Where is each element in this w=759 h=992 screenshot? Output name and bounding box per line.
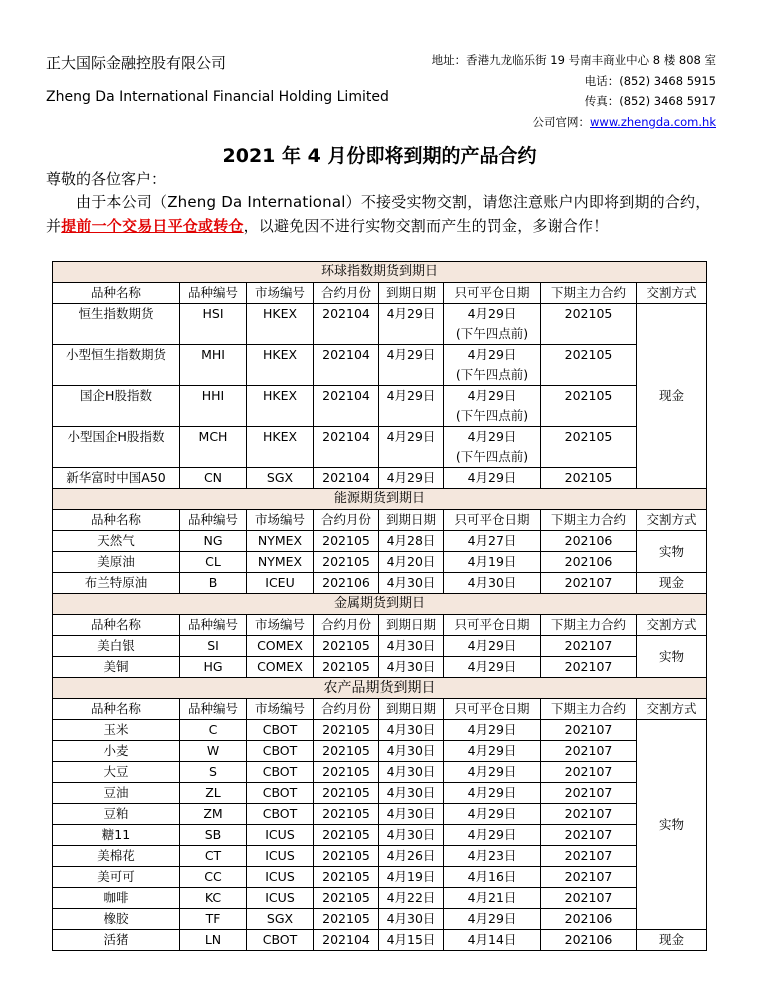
close-only-date: 4月29日 xyxy=(444,657,541,678)
close-only-date-value: 4月29日 xyxy=(467,388,517,403)
product-name: 小型恒生指数期货 xyxy=(53,345,180,386)
product-name: 咖啡 xyxy=(53,888,180,909)
product-code: HHI xyxy=(180,386,247,427)
section-title: 能源期货到期日 xyxy=(53,489,707,510)
market-code: HKEX xyxy=(247,304,314,345)
product-code: SB xyxy=(180,825,247,846)
column-header: 市场编号 xyxy=(247,510,314,531)
notice-part2: ，以避免因不进行实物交割而产生的罚金，多谢合作！ xyxy=(243,217,609,235)
column-header: 下期主力合约 xyxy=(541,283,637,304)
next-contract: 202107 xyxy=(541,867,637,888)
product-code: S xyxy=(180,762,247,783)
next-contract: 202106 xyxy=(541,531,637,552)
expiry-date: 4月30日 xyxy=(379,720,444,741)
table-row xyxy=(53,930,707,951)
expiry-date: 4月30日 xyxy=(379,636,444,657)
column-header: 只可平仓日期 xyxy=(444,615,541,636)
contract-month: 202105 xyxy=(314,804,379,825)
column-header: 合约月份 xyxy=(314,699,379,720)
product-name: 橡胶 xyxy=(53,909,180,930)
product-name: 糖11 xyxy=(53,825,180,846)
contract-month: 202105 xyxy=(314,657,379,678)
product-code: HSI xyxy=(180,304,247,345)
expiry-date: 4月26日 xyxy=(379,846,444,867)
next-contract: 202106 xyxy=(541,930,637,951)
contract-month: 202104 xyxy=(314,468,379,489)
table-row xyxy=(53,909,707,930)
next-contract: 202105 xyxy=(541,304,637,345)
product-code: KC xyxy=(180,888,247,909)
product-code: CL xyxy=(180,552,247,573)
product-code: CC xyxy=(180,867,247,888)
next-contract: 202107 xyxy=(541,720,637,741)
column-header: 市场编号 xyxy=(247,615,314,636)
close-only-date: 4月29日 xyxy=(444,720,541,741)
column-header: 下期主力合约 xyxy=(541,510,637,531)
expiry-date: 4月29日 xyxy=(379,345,444,386)
product-name: 美铜 xyxy=(53,657,180,678)
contract-month: 202105 xyxy=(314,552,379,573)
close-only-date: 4月29日 xyxy=(444,762,541,783)
table-row xyxy=(53,804,707,825)
column-header: 品种编号 xyxy=(180,283,247,304)
next-contract: 202107 xyxy=(541,741,637,762)
contract-month: 202105 xyxy=(314,846,379,867)
section-title: 金属期货到期日 xyxy=(53,594,707,615)
expiry-date: 4月30日 xyxy=(379,783,444,804)
expiry-date: 4月15日 xyxy=(379,930,444,951)
close-only-date-value: 4月29日 xyxy=(467,429,517,444)
product-code: W xyxy=(180,741,247,762)
column-header: 到期日期 xyxy=(379,699,444,720)
column-header: 下期主力合约 xyxy=(541,699,637,720)
close-only-date: 4月16日 xyxy=(444,867,541,888)
contract-month: 202105 xyxy=(314,720,379,741)
table-row xyxy=(53,386,707,427)
column-header: 品种编号 xyxy=(180,510,247,531)
product-code: LN xyxy=(180,930,247,951)
market-code: CBOT xyxy=(247,783,314,804)
close-only-date: 4月29日 xyxy=(444,783,541,804)
company-name-en: Zheng Da International Financial Holding Limited xyxy=(46,89,389,105)
table-row xyxy=(53,657,707,678)
expiry-date: 4月29日 xyxy=(379,304,444,345)
close-only-date: 4月29日 xyxy=(444,741,541,762)
contract-month: 202104 xyxy=(314,930,379,951)
next-contract: 202106 xyxy=(541,552,637,573)
column-header: 合约月份 xyxy=(314,615,379,636)
next-contract: 202107 xyxy=(541,804,637,825)
product-name: 豆油 xyxy=(53,783,180,804)
close-only-date: 4月29日 xyxy=(444,825,541,846)
contract-month: 202105 xyxy=(314,825,379,846)
expiry-date: 4月30日 xyxy=(379,762,444,783)
table-row xyxy=(53,345,707,386)
contract-month: 202105 xyxy=(314,531,379,552)
expiry-date: 4月30日 xyxy=(379,657,444,678)
expiry-table xyxy=(52,261,707,951)
contract-month: 202104 xyxy=(314,427,379,468)
close-only-date: 4月29日 xyxy=(444,909,541,930)
product-name: 玉米 xyxy=(53,720,180,741)
column-header: 下期主力合约 xyxy=(541,615,637,636)
section-header xyxy=(53,489,707,510)
close-only-date xyxy=(444,345,541,386)
product-name: 大豆 xyxy=(53,762,180,783)
contract-month: 202105 xyxy=(314,909,379,930)
column-header: 交割方式 xyxy=(637,283,707,304)
column-header: 品种名称 xyxy=(53,615,180,636)
column-header-row xyxy=(53,615,707,636)
next-contract: 202107 xyxy=(541,888,637,909)
delivery-method: 现金 xyxy=(637,573,707,594)
close-only-note: (下午四点前) xyxy=(455,326,529,341)
table-row xyxy=(53,762,707,783)
next-contract: 202105 xyxy=(541,427,637,468)
product-name: 国企H股指数 xyxy=(53,386,180,427)
expiry-date: 4月22日 xyxy=(379,888,444,909)
close-only-date xyxy=(444,304,541,345)
product-code: B xyxy=(180,573,247,594)
expiry-date: 4月19日 xyxy=(379,867,444,888)
market-code: COMEX xyxy=(247,657,314,678)
company-name-cn: 正大国际金融控股有限公司 xyxy=(46,54,227,72)
table-row xyxy=(53,427,707,468)
product-name: 小麦 xyxy=(53,741,180,762)
contact-block xyxy=(432,50,716,132)
close-only-date: 4月19日 xyxy=(444,552,541,573)
column-header: 交割方式 xyxy=(637,615,707,636)
column-header-row xyxy=(53,283,707,304)
product-name: 豆粕 xyxy=(53,804,180,825)
close-only-date: 4月30日 xyxy=(444,573,541,594)
table-row xyxy=(53,552,707,573)
column-header: 交割方式 xyxy=(637,510,707,531)
column-header: 只可平仓日期 xyxy=(444,510,541,531)
product-name: 美可可 xyxy=(53,867,180,888)
website-label: 公司官网： xyxy=(532,114,591,129)
expiry-date: 4月28日 xyxy=(379,531,444,552)
delivery-method: 实物 xyxy=(637,636,707,678)
product-name: 恒生指数期货 xyxy=(53,304,180,345)
expiry-date: 4月29日 xyxy=(379,427,444,468)
column-header: 只可平仓日期 xyxy=(444,283,541,304)
next-contract: 202107 xyxy=(541,825,637,846)
contract-month: 202105 xyxy=(314,867,379,888)
table-row xyxy=(53,636,707,657)
next-contract: 202107 xyxy=(541,573,637,594)
next-contract: 202107 xyxy=(541,657,637,678)
notice-part1: 由于本公司（Zheng Da International）不接受实物交割，请您注意账户内即将到期的合约，并 xyxy=(46,193,711,235)
market-code: ICUS xyxy=(247,867,314,888)
product-code: ZL xyxy=(180,783,247,804)
product-code: ZM xyxy=(180,804,247,825)
next-contract: 202107 xyxy=(541,762,637,783)
market-code: CBOT xyxy=(247,741,314,762)
contract-month: 202105 xyxy=(314,762,379,783)
close-only-date: 4月21日 xyxy=(444,888,541,909)
market-code: CBOT xyxy=(247,804,314,825)
market-code: SGX xyxy=(247,468,314,489)
product-code: C xyxy=(180,720,247,741)
close-only-date: 4月29日 xyxy=(444,804,541,825)
column-header: 品种名称 xyxy=(53,510,180,531)
expiry-date: 4月29日 xyxy=(379,468,444,489)
table-row xyxy=(53,304,707,345)
close-only-date xyxy=(444,386,541,427)
expiry-date: 4月30日 xyxy=(379,825,444,846)
product-code: CT xyxy=(180,846,247,867)
product-code: CN xyxy=(180,468,247,489)
column-header: 市场编号 xyxy=(247,283,314,304)
market-code: CBOT xyxy=(247,930,314,951)
product-name: 天然气 xyxy=(53,531,180,552)
salutation: 尊敬的各位客户： xyxy=(46,170,167,188)
contract-month: 202105 xyxy=(314,783,379,804)
market-code: ICUS xyxy=(247,888,314,909)
contract-month: 202105 xyxy=(314,741,379,762)
column-header: 交割方式 xyxy=(637,699,707,720)
address: 地址：香港九龙临乐街 19 号南丰商业中心 8 楼 808 室 xyxy=(431,53,716,67)
column-header: 合约月份 xyxy=(314,283,379,304)
market-code: SGX xyxy=(247,909,314,930)
product-name: 活猪 xyxy=(53,930,180,951)
market-code: HKEX xyxy=(247,345,314,386)
market-code: NYMEX xyxy=(247,552,314,573)
close-only-note: (下午四点前) xyxy=(455,367,529,382)
product-code: MHI xyxy=(180,345,247,386)
close-only-date: 4月29日 xyxy=(444,468,541,489)
table-row xyxy=(53,720,707,741)
contract-month: 202104 xyxy=(314,386,379,427)
column-header: 品种名称 xyxy=(53,283,180,304)
next-contract: 202107 xyxy=(541,636,637,657)
column-header-row xyxy=(53,699,707,720)
next-contract: 202105 xyxy=(541,386,637,427)
table-row xyxy=(53,741,707,762)
expiry-date: 4月30日 xyxy=(379,573,444,594)
table-row xyxy=(53,825,707,846)
column-header: 合约月份 xyxy=(314,510,379,531)
table-row xyxy=(53,573,707,594)
column-header: 品种编号 xyxy=(180,699,247,720)
table-row xyxy=(53,888,707,909)
market-code: HKEX xyxy=(247,427,314,468)
market-code: COMEX xyxy=(247,636,314,657)
delivery-method: 现金 xyxy=(637,304,707,489)
column-header: 到期日期 xyxy=(379,615,444,636)
next-contract: 202107 xyxy=(541,846,637,867)
column-header: 只可平仓日期 xyxy=(444,699,541,720)
close-only-date-value: 4月29日 xyxy=(467,306,517,321)
close-only-date: 4月27日 xyxy=(444,531,541,552)
product-code: HG xyxy=(180,657,247,678)
notice-paragraph xyxy=(46,190,722,238)
expiry-date: 4月30日 xyxy=(379,909,444,930)
expiry-date: 4月29日 xyxy=(379,386,444,427)
section-header xyxy=(53,594,707,615)
website-line xyxy=(432,112,716,133)
product-name: 美原油 xyxy=(53,552,180,573)
table-row xyxy=(53,846,707,867)
delivery-method: 实物 xyxy=(637,720,707,930)
product-code: TF xyxy=(180,909,247,930)
section-header xyxy=(53,678,707,699)
delivery-method: 现金 xyxy=(637,930,707,951)
product-code: NG xyxy=(180,531,247,552)
close-only-date-value: 4月29日 xyxy=(467,347,517,362)
market-code: HKEX xyxy=(247,386,314,427)
notice-highlight: 提前一个交易日平仓或转仓 xyxy=(61,217,244,235)
close-only-date: 4月23日 xyxy=(444,846,541,867)
table-row xyxy=(53,531,707,552)
contract-month: 202105 xyxy=(314,888,379,909)
close-only-date: 4月14日 xyxy=(444,930,541,951)
column-header: 品种名称 xyxy=(53,699,180,720)
column-header: 市场编号 xyxy=(247,699,314,720)
contract-month: 202106 xyxy=(314,573,379,594)
close-only-date: 4月29日 xyxy=(444,636,541,657)
close-only-date xyxy=(444,427,541,468)
next-contract: 202105 xyxy=(541,345,637,386)
table-row xyxy=(53,867,707,888)
close-only-note: (下午四点前) xyxy=(455,449,529,464)
next-contract: 202106 xyxy=(541,909,637,930)
section-header xyxy=(53,262,707,283)
product-name: 小型国企H股指数 xyxy=(53,427,180,468)
column-header: 到期日期 xyxy=(379,283,444,304)
delivery-method: 实物 xyxy=(637,531,707,573)
phone: 电话：(852) 3468 5915 xyxy=(584,73,716,88)
section-title: 环球指数期货到期日 xyxy=(53,262,707,283)
market-code: CBOT xyxy=(247,762,314,783)
product-code: MCH xyxy=(180,427,247,468)
contract-month: 202104 xyxy=(314,304,379,345)
column-header: 品种编号 xyxy=(180,615,247,636)
next-contract: 202107 xyxy=(541,783,637,804)
expiry-date: 4月30日 xyxy=(379,741,444,762)
market-code: ICUS xyxy=(247,825,314,846)
fax: 传真：(852) 3468 5917 xyxy=(584,94,716,108)
table-row xyxy=(53,468,707,489)
market-code: ICEU xyxy=(247,573,314,594)
contract-month: 202105 xyxy=(314,636,379,657)
column-header-row xyxy=(53,510,707,531)
table-row xyxy=(53,783,707,804)
product-name: 美白银 xyxy=(53,636,180,657)
market-code: ICUS xyxy=(247,846,314,867)
contract-month: 202104 xyxy=(314,345,379,386)
expiry-date: 4月30日 xyxy=(379,804,444,825)
product-name: 布兰特原油 xyxy=(53,573,180,594)
page-title: 2021 年 4 月份即将到期的产品合约 xyxy=(222,145,537,167)
website-link[interactable]: www.zhengda.com.hk xyxy=(590,114,716,129)
product-code: SI xyxy=(180,636,247,657)
close-only-note: (下午四点前) xyxy=(455,408,529,423)
expiry-date: 4月20日 xyxy=(379,552,444,573)
product-name: 美棉花 xyxy=(53,846,180,867)
market-code: CBOT xyxy=(247,720,314,741)
next-contract: 202105 xyxy=(541,468,637,489)
column-header: 到期日期 xyxy=(379,510,444,531)
market-code: NYMEX xyxy=(247,531,314,552)
product-name: 新华富时中国A50 xyxy=(53,468,180,489)
section-title: 农产品期货到期日 xyxy=(53,678,707,699)
